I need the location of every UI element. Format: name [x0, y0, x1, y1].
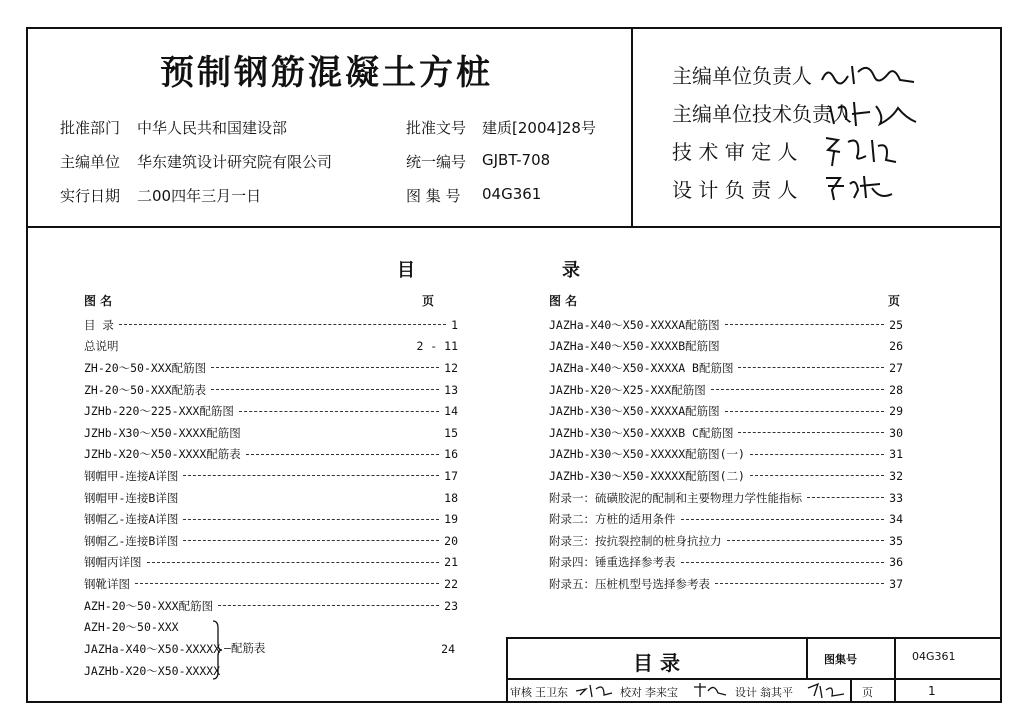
- sig-label-design-chief: 设 计 负 责 人: [672, 178, 798, 202]
- toc-left-item-14[interactable]: AZH-20～50-XXX配筋图 23: [84, 598, 458, 613]
- title-block-vline-atlas: [806, 637, 808, 679]
- toc-left-item-6[interactable]: JZHb-X30～X50-XXXX配筋图 15: [84, 425, 458, 440]
- bracket-item-1: AZH-20～50-XXX: [84, 620, 179, 635]
- title-block-atlas-value: 04G361: [912, 650, 956, 663]
- page-label: 页: [862, 686, 873, 699]
- handwritten-signature-1: [818, 58, 918, 92]
- toc-right-item-26[interactable]: JAZHa-X40～X50-XXXXB配筋图 26: [549, 339, 903, 354]
- toc-left-item-10[interactable]: 钢帽乙-连接A详图 19: [84, 512, 458, 527]
- right-col-page-label: 页: [888, 294, 901, 308]
- checker-signature: [692, 681, 728, 699]
- designer-signature: [806, 680, 846, 700]
- approve-dept-label: 批准部门: [60, 119, 121, 137]
- handwritten-signature-3: [820, 132, 900, 170]
- header-divider: [26, 226, 1002, 228]
- checker-label: 校对: [620, 686, 642, 699]
- handwritten-signature-4: [820, 170, 896, 204]
- toc-heading-left: 目: [397, 260, 415, 281]
- left-col-page-label: 页: [422, 294, 435, 308]
- toc-right-item-27[interactable]: JAZHa-X40～X50-XXXXA B配筋图 27: [549, 360, 903, 375]
- toc-right-item-33[interactable]: 附录一：硫磺胶泥的配制和主要物理力学性能指标 33: [549, 490, 903, 505]
- reviewer-signature: [574, 681, 614, 699]
- toc-left-item-8[interactable]: 钢帽甲-连接A详图 17: [84, 468, 458, 483]
- toc-right-item-28[interactable]: JAZHb-X20～X25-XXX配筋图 28: [549, 382, 903, 397]
- reviewer-label: 审核: [510, 686, 532, 699]
- toc-left-item-11[interactable]: 钢帽乙-连接B详图 20: [84, 533, 458, 548]
- doc-no-label: 批准文号: [406, 119, 467, 137]
- toc-right-item-25[interactable]: JAZHa-X40～X50-XXXXA配筋图 25: [549, 317, 903, 332]
- editor-value: 华东建筑设计研究院有限公司: [137, 153, 333, 171]
- toc-left-item-1[interactable]: 目 录 1: [84, 317, 458, 332]
- toc-left-item-2[interactable]: 总说明 2 - 11: [84, 339, 458, 354]
- bracket-page: 24: [441, 642, 455, 657]
- atlas-no-label: 图 集 号: [406, 187, 461, 205]
- toc-right-item-29[interactable]: JAZHb-X30～X50-XXXXA配筋图 29: [549, 404, 903, 419]
- page-value: 1: [928, 684, 936, 698]
- title-block-vline-page: [850, 679, 852, 703]
- checker-name: 李来宝: [645, 686, 678, 699]
- sig-label-tech-chief: 主编单位技术负责人: [672, 102, 852, 126]
- toc-right-item-35[interactable]: 附录三：按抗裂控制的桩身抗拉力 35: [549, 533, 903, 548]
- toc-left-item-9[interactable]: 钢帽甲-连接B详图 18: [84, 490, 458, 505]
- toc-right-item-34[interactable]: 附录二：方桩的适用条件 34: [549, 512, 903, 527]
- title-block-vline-atlas2: [894, 637, 896, 703]
- toc-left-item-4[interactable]: ZH-20～50-XXX配筋表 13: [84, 382, 458, 397]
- bracket-item-3: JAZHb-X20～X50-XXXXX: [84, 664, 221, 679]
- toc-heading-right: 录: [562, 260, 580, 281]
- unified-no-label: 统一编号: [406, 153, 467, 171]
- toc-right-item-37[interactable]: 附录五：压桩机型号选择参考表 37: [549, 576, 903, 591]
- editor-label: 主编单位: [60, 153, 121, 171]
- toc-right-item-32[interactable]: JAZHb-X30～X50-XXXXX配筋图(二) 32: [549, 468, 903, 483]
- bracket-label: —配筋表: [224, 641, 266, 656]
- toc-left-item-3[interactable]: ZH-20～50-XXX配筋图 12: [84, 360, 458, 375]
- left-col-name-label: 图 名: [84, 294, 113, 308]
- toc-left-item-12[interactable]: 钢帽丙详图 21: [84, 555, 458, 570]
- drawing-title: 预制钢筋混凝土方桩: [160, 53, 493, 93]
- toc-right-list: [549, 314, 903, 595]
- title-block-title: 目 录: [633, 651, 680, 675]
- sig-label-tech-review: 技 术 审 定 人: [672, 140, 798, 164]
- right-col-name-label: 图 名: [549, 294, 578, 308]
- toc-left-item-7[interactable]: JZHb-X20～X50-XXXX配筋表 16: [84, 447, 458, 462]
- designer-label: 设计: [735, 686, 757, 699]
- handwritten-signature-2: [826, 96, 922, 130]
- approve-dept-value: 中华人民共和国建设部: [137, 119, 288, 137]
- designer-name: 翁其平: [760, 686, 793, 699]
- atlas-no-value: 04G361: [482, 185, 542, 203]
- bracket-item-2: JAZHa-X40～X50-XXXXX: [84, 642, 221, 657]
- date-label: 实行日期: [60, 187, 121, 205]
- doc-no-value: 建质[2004]28号: [482, 119, 596, 137]
- title-block-divider: [506, 678, 1002, 680]
- toc-left-item-13[interactable]: 钢靴详图 22: [84, 576, 458, 591]
- reviewer-name: 王卫东: [535, 686, 568, 699]
- toc-left-list: [84, 314, 458, 682]
- toc-left-item-5[interactable]: JZHb-220～225-XXX配筋图 14: [84, 404, 458, 419]
- toc-right-item-31[interactable]: JAZHb-X30～X50-XXXXX配筋图(一) 31: [549, 447, 903, 462]
- bracket-group[interactable]: [84, 616, 458, 682]
- date-value: 二00四年三月一日: [137, 187, 262, 205]
- unified-no-value: GJBT-708: [482, 151, 551, 169]
- title-block-atlas-label: 图集号: [824, 653, 857, 666]
- signature-divider: [631, 27, 633, 227]
- toc-right-item-36[interactable]: 附录四：锤重选择参考表 36: [549, 555, 903, 570]
- brace-icon: [212, 620, 222, 680]
- sig-label-chief-unit: 主编单位负责人: [672, 64, 812, 88]
- toc-right-item-30[interactable]: JAZHb-X30～X50-XXXXB C配筋图 30: [549, 425, 903, 440]
